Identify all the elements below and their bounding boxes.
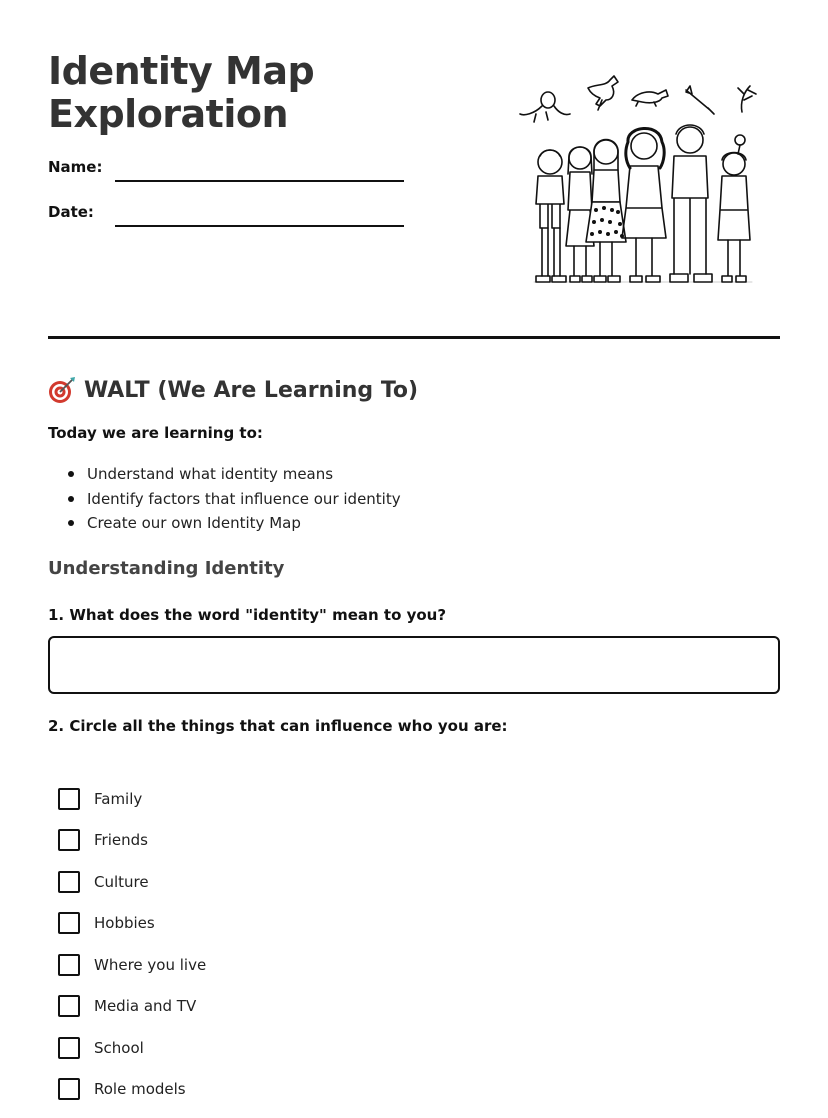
checkbox[interactable] [58,1037,80,1059]
name-label: Name: [48,158,103,176]
option-role-models[interactable] [58,1069,206,1111]
question-1: 1. What does the word "identity" mean to you? [48,606,447,624]
option-label: Hobbies [94,914,155,933]
section-title-understanding: Understanding Identity [48,558,285,579]
objectives-list [66,462,401,536]
option-where-you-live[interactable] [58,944,206,986]
list-item: Identify factors that influence our identity [66,487,401,512]
page-title [48,50,468,136]
option-hobbies[interactable] [58,903,206,945]
title-line-1: Identity Map [48,49,315,93]
header-divider [48,336,780,339]
learning-intro: Today we are learning to: [48,424,263,442]
date-field[interactable] [48,203,408,233]
name-field[interactable] [48,158,408,188]
option-label: Family [94,789,143,808]
answer-box-q1[interactable] [48,636,780,694]
option-family[interactable] [58,778,206,820]
date-label: Date: [48,203,94,221]
list-item: Understand what identity means [66,462,401,487]
checkbox[interactable] [58,788,80,810]
option-label: Role models [94,1080,186,1099]
target-icon [48,376,76,404]
checkbox[interactable] [58,1078,80,1100]
name-write-line[interactable] [115,180,404,182]
option-label: School [94,1038,144,1057]
influence-options [58,778,206,1110]
checkbox[interactable] [58,829,80,851]
option-school[interactable] [58,1027,206,1069]
checkbox[interactable] [58,954,80,976]
date-write-line[interactable] [115,225,404,227]
children-illustration [514,70,764,292]
walt-heading [48,374,418,406]
title-line-2: Exploration [48,92,289,136]
option-media-and-tv[interactable] [58,986,206,1028]
option-label: Where you live [94,955,207,974]
question-2: 2. Circle all the things that can influence who you are: [48,717,508,735]
checkbox[interactable] [58,995,80,1017]
option-label: Media and TV [94,997,197,1016]
option-label: Culture [94,872,149,891]
option-friends[interactable] [58,820,206,862]
checkbox[interactable] [58,912,80,934]
walt-heading-text: WALT (We Are Learning To) [84,377,419,403]
checkbox[interactable] [58,871,80,893]
children-group [536,125,750,282]
option-label: Friends [94,831,148,850]
option-culture[interactable] [58,861,206,903]
top-drawings [520,76,756,122]
list-item: Create our own Identity Map [66,511,401,536]
worksheet-page [48,0,780,1118]
